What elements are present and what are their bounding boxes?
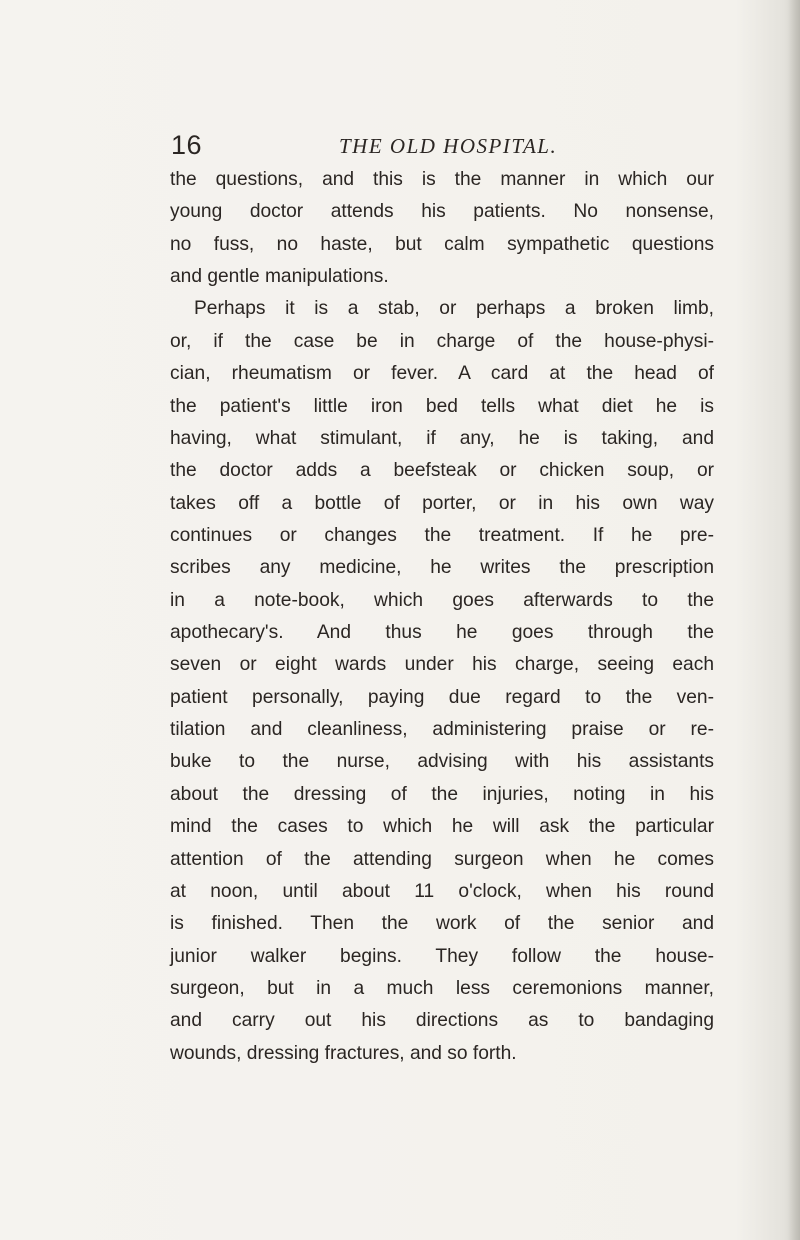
page-number: 16 <box>171 130 203 160</box>
text-line: patient personally, paying due regard to the ven- <box>170 686 714 708</box>
text-line: the patient's little iron bed tells what diet he is <box>170 395 714 417</box>
running-title: THE OLD HOSPITAL. <box>339 134 558 158</box>
text-line: cian, rheumatism or fever. A card at the head of <box>170 363 714 385</box>
text-line: having, what stimulant, if any, he is taking, and <box>170 427 714 449</box>
text-line: junior walker begins. They follow the house- <box>170 945 714 967</box>
text-line: or, if the case be in charge of the house-physi- <box>170 330 714 352</box>
text-line: surgeon, but in a much less ceremonions manner, <box>170 977 714 999</box>
text-line: tilation and cleanliness, administering praise or re- <box>170 719 714 741</box>
text-line: continues or changes the treatment. If he pre- <box>170 524 714 546</box>
text-line: in a note-book, which goes afterwards to the <box>170 589 714 611</box>
body-text <box>170 164 714 1070</box>
text-line: attention of the attending surgeon when he comes <box>170 848 714 870</box>
text-line: young doctor attends his patients. No nonsense, <box>170 201 714 223</box>
text-line: at noon, until about 11 o'clock, when his round <box>170 880 714 902</box>
text-line: about the dressing of the injuries, noting in his <box>170 783 714 805</box>
text-line: mind the cases to which he will ask the particular <box>170 816 714 838</box>
text-line: is finished. Then the work of the senior and <box>170 913 714 935</box>
text-line: the doctor adds a beefsteak or chicken soup, or <box>170 460 714 482</box>
text-line: the questions, and this is the manner in which our <box>170 169 714 190</box>
text-line: seven or eight wards under his charge, seeing each <box>170 654 714 676</box>
text-line: no fuss, no haste, but calm sympathetic questions <box>170 233 714 255</box>
text-line: scribes any medicine, he writes the prescription <box>170 557 714 579</box>
text-line: apothecary's. And thus he goes through the <box>170 622 714 644</box>
page-edge-shadow <box>788 0 800 1240</box>
text-line: buke to the nurse, advising with his assistants <box>170 751 714 773</box>
text-line: Perhaps it is a stab, or perhaps a broken limb, <box>194 298 714 320</box>
text-line: and carry out his directions as to bandaging <box>170 1010 714 1032</box>
text-line: and gentle manipulations. <box>170 266 389 288</box>
text-line: wounds, dressing fractures, and so forth. <box>170 1042 517 1064</box>
text-line: takes off a bottle of porter, or in his own way <box>170 492 714 514</box>
